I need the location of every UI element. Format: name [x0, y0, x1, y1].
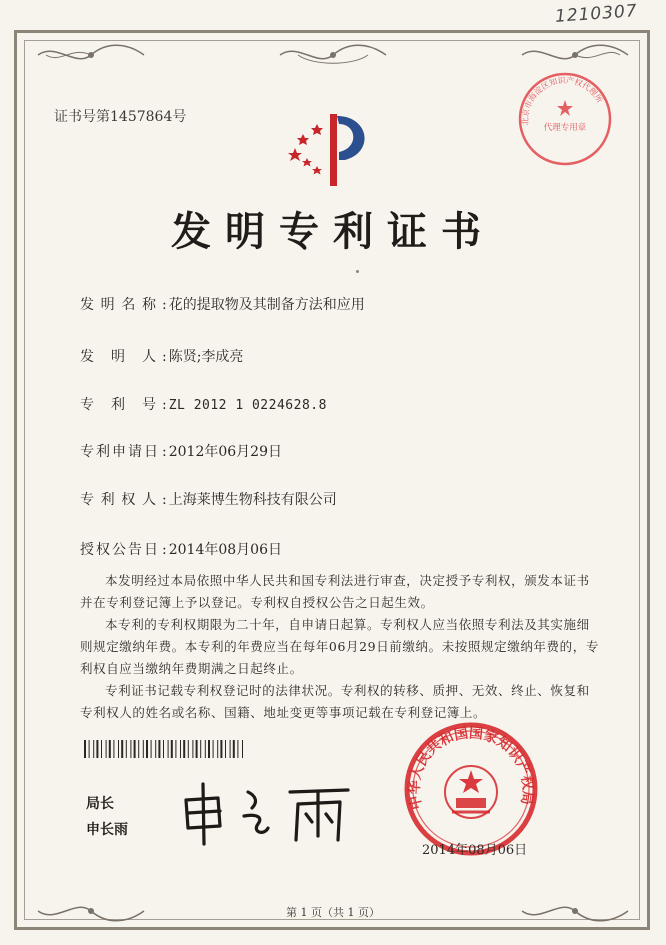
document-title: 发明专利证书 [171, 208, 495, 255]
barcode-bar [143, 740, 144, 758]
body-paragraph: 本专利的专利权期限为二十年，自申请日起算。专利权人应当依照专利法及其实施细则规定缴纳年费。本专利的年费应当在每年06月29日前缴纳。未按照规定缴纳年费的，专利权自应当缴纳年费期满之日起终止。 [80, 617, 599, 676]
barcode-bar [192, 740, 193, 758]
agency-seal [516, 70, 614, 168]
field-value: 上海莱博生物科技有限公司 [168, 492, 337, 508]
barcode-bar [213, 740, 214, 758]
barcode-bar [188, 740, 189, 758]
field-value: ZL 2012 1 0224628.8 [168, 398, 327, 413]
barcode-bar [242, 740, 243, 758]
field-separator: : [162, 542, 167, 558]
field-patent-number [80, 394, 327, 414]
field-application-date [80, 441, 282, 461]
field-separator: : [162, 444, 167, 460]
national-ip-office-seal [402, 720, 540, 858]
barcode-bar [93, 740, 94, 758]
ornament-top-right [520, 42, 630, 68]
barcode-bar [134, 740, 136, 758]
field-inventor [80, 346, 243, 366]
barcode-bar [89, 740, 90, 758]
barcode-bar [126, 740, 127, 758]
chief-name: 申长雨 [86, 822, 128, 838]
barcode-bar [237, 740, 238, 758]
barcode-bar [220, 740, 222, 758]
field-label: 发明人 [80, 349, 158, 365]
barcode-bar [146, 740, 148, 758]
body-paragraph: 专利证书记载专利权登记时的法律状况。专利权的转移、质押、无效、终止、恢复和专利权人的姓名或名称、国籍、地址变更等事项记载在专利登记簿上。 [80, 683, 590, 720]
barcode-bar [217, 740, 218, 758]
barcode-bar [84, 740, 86, 758]
barcode-bar [196, 740, 198, 758]
field-label: 专利权人 [80, 492, 158, 508]
field-label: 授权公告日 [80, 542, 160, 558]
field-label: 专利申请日 [80, 444, 160, 460]
seal-main-text: 中华人民共和国国家知识产权局 [406, 725, 536, 811]
body-paragraph: 本发明经过本局依照中华人民共和国专利法进行审查，决定授予专利权，颁发本证书并在专利登记簿上予以登记。专利权自授权公告之日起生效。 [80, 573, 590, 610]
barcode-bar [233, 740, 235, 758]
barcode-bar [130, 740, 131, 758]
barcode-bar [183, 740, 185, 758]
barcode-bar [200, 740, 201, 758]
barcode-bar [151, 740, 152, 758]
barcode [84, 740, 244, 758]
barcode-bar [96, 740, 98, 758]
certificate-number: 证书号第1457864号 [54, 109, 187, 125]
field-invention-name [80, 294, 365, 314]
signature-image [178, 778, 358, 848]
barcode-bar [113, 740, 114, 758]
barcode-bar [230, 740, 231, 758]
barcode-bar [205, 740, 206, 758]
field-value: 陈贤;李成亮 [168, 349, 244, 365]
sipo-logo-icon [283, 108, 383, 188]
barcode-bar [208, 740, 210, 758]
seal-agent-inner-text: 代理专用章 [543, 123, 587, 133]
field-label: 发明名称 [80, 297, 158, 313]
field-grant-date [80, 539, 282, 559]
field-separator: : [162, 397, 167, 413]
field-value: 2012年06月29日 [168, 444, 282, 460]
barcode-bar [163, 740, 164, 758]
handwritten-note: 1210307 [554, 1, 639, 27]
barcode-bar [180, 740, 181, 758]
field-patentee [80, 489, 337, 509]
barcode-bar [158, 740, 160, 758]
barcode-bar [106, 740, 107, 758]
barcode-bar [118, 740, 119, 758]
barcode-bar [155, 740, 156, 758]
decorative-dot [356, 270, 359, 273]
field-label: 专利号 [80, 397, 158, 413]
field-value: 2014年08月06日 [168, 542, 282, 558]
chief-title: 局长 [86, 796, 114, 812]
seal-date: 2014年08月06日 [422, 843, 528, 858]
ornament-top-center [278, 42, 388, 68]
barcode-bar [175, 740, 176, 758]
field-value: 花的提取物及其制备方法和应用 [168, 297, 365, 313]
barcode-bar [225, 740, 226, 758]
barcode-bar [168, 740, 169, 758]
barcode-bar [101, 740, 102, 758]
ornament-top-left [36, 42, 146, 68]
certificate-body [80, 570, 600, 724]
barcode-bar [109, 740, 111, 758]
field-separator: : [162, 492, 167, 508]
barcode-bar [138, 740, 139, 758]
field-separator: : [162, 297, 167, 313]
field-separator: : [162, 349, 167, 365]
seal-agent-text: 北京市海淀区知识产权代理所 [520, 75, 605, 126]
barcode-bar [121, 740, 123, 758]
page-footer: 第 1 页（共 1 页） [286, 906, 380, 919]
barcode-bar [171, 740, 173, 758]
